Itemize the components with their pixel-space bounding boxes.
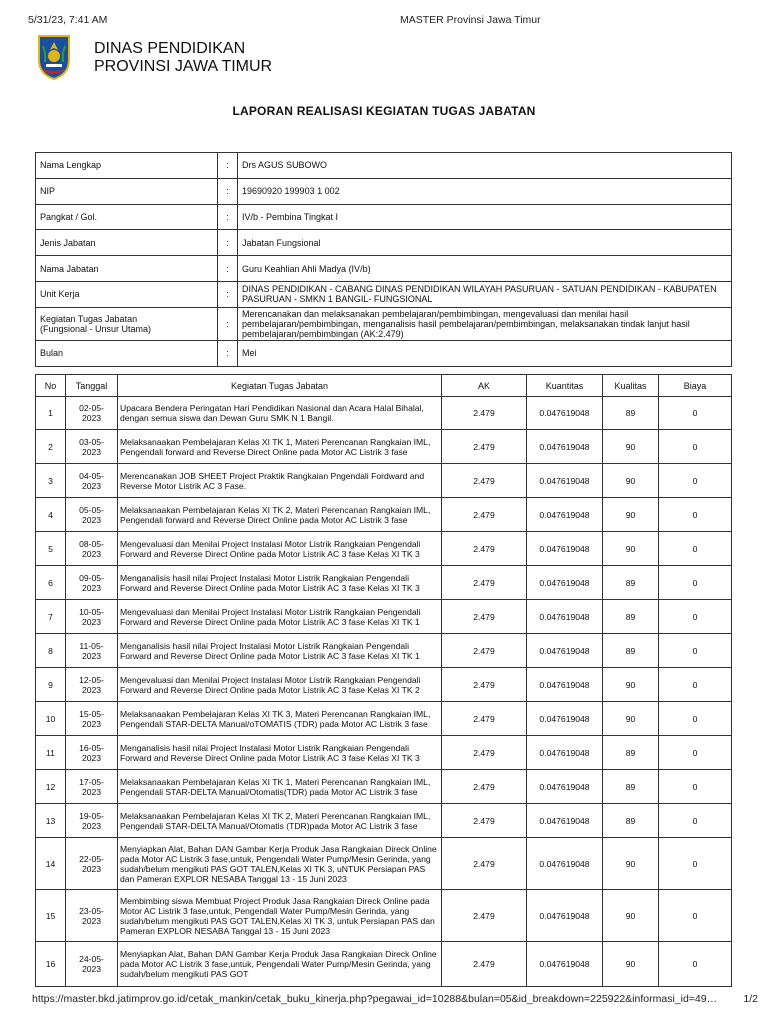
info-separator: : — [218, 307, 238, 340]
info-value: DINAS PENDIDIKAN - CABANG DINAS PENDIDIKAN WILAYAH PASURUAN - SATUAN PENDIDIKAN - KABUPATEN PASURUAN - SMKN 1 BANGIL- FUNGSIONAL — [238, 281, 732, 307]
cell-no: 16 — [36, 942, 66, 987]
cell-tanggal: 12-05- 2023 — [66, 668, 118, 702]
print-title: MASTER Provinsi Jawa Timur — [400, 14, 541, 26]
info-row — [36, 230, 732, 256]
cell-ak: 2.479 — [442, 464, 527, 498]
info-separator: : — [218, 230, 238, 256]
cell-biaya: 0 — [659, 566, 732, 600]
info-value: IV/b - Pembina Tingkat I — [238, 204, 732, 230]
activity-table-header — [36, 375, 732, 397]
cell-biaya: 0 — [659, 464, 732, 498]
cell-kegiatan: Menganalisis hasil nilai Project Instalasi Motor Listrik Rangkaian Pengendali Forward and Reverse Direct Online pada Motor Listrik AC 3 fase Kelas XI TK 3 — [118, 736, 442, 770]
cell-kegiatan: Menyiapkan Alat, Bahan DAN Gambar Kerja Produk Jasa Rangkaian Direck Online pada Motor AC Listrik 3 fase,untuk, Pengendali Water Pump/Mesin Gerinda, yang sudah/belum mengikuti PAS GOT — [118, 942, 442, 987]
column-header: Biaya — [659, 375, 732, 397]
table-row — [36, 838, 732, 890]
cell-kualitas: 89 — [603, 600, 659, 634]
cell-tanggal: 19-05- 2023 — [66, 804, 118, 838]
cell-no: 12 — [36, 770, 66, 804]
print-datetime: 5/31/23, 7:41 AM — [28, 14, 108, 26]
print-footer — [32, 993, 758, 1007]
cell-biaya: 0 — [659, 702, 732, 736]
cell-kualitas: 90 — [603, 668, 659, 702]
cell-ak: 2.479 — [442, 634, 527, 668]
cell-no: 1 — [36, 397, 66, 430]
cell-ak: 2.479 — [442, 942, 527, 987]
column-header: Tanggal — [66, 375, 118, 397]
cell-biaya: 0 — [659, 770, 732, 804]
cell-biaya: 0 — [659, 890, 732, 942]
info-label: Kegiatan Tugas Jabatan (Fungsional - Unsur Utama) — [36, 307, 218, 340]
cell-biaya: 0 — [659, 668, 732, 702]
column-header: Kuantitas — [527, 375, 603, 397]
cell-tanggal: 15-05- 2023 — [66, 702, 118, 736]
info-row — [36, 204, 732, 230]
page-number: 1/2 — [743, 993, 758, 1005]
info-label: Nama Jabatan — [36, 256, 218, 282]
cell-no: 9 — [36, 668, 66, 702]
cell-no: 14 — [36, 838, 66, 890]
cell-kegiatan: Melaksanaakan Pembelajaran Kelas XI TK 1, Materi Perencanan Rangkaian IML, Pengendali forward and Reverse Direct Online pada Motor AC Listrik 3 fase — [118, 430, 442, 464]
table-row — [36, 804, 732, 838]
info-row — [36, 307, 732, 340]
cell-kualitas: 89 — [603, 397, 659, 430]
cell-kegiatan: Mengevaluasi dan Menilai Project Instalasi Motor Listrik Rangkaian Pengendali Forward and Reverse Direct Online pada Motor Listrik AC 3 fase Kelas XI TK 1 — [118, 600, 442, 634]
cell-kualitas: 90 — [603, 838, 659, 890]
cell-biaya: 0 — [659, 634, 732, 668]
table-row — [36, 532, 732, 566]
cell-ak: 2.479 — [442, 890, 527, 942]
cell-tanggal: 04-05- 2023 — [66, 464, 118, 498]
cell-kegiatan: Menyiapkan Alat, Bahan DAN Gambar Kerja Produk Jasa Rangkaian Direck Online pada Motor AC Listrik 3 fase,untuk, Pengendali Water Pump/Mesin Gerinda, yang sudah/belum mengikuti PAS GOT TALEN,Kelas XI TK 3, uNTUK Persiapan PAS dan Pameran EXPLOR NESABA Tanggal 13 - 15 Juni 2023 — [118, 838, 442, 890]
cell-biaya: 0 — [659, 397, 732, 430]
cell-ak: 2.479 — [442, 838, 527, 890]
cell-ak: 2.479 — [442, 566, 527, 600]
cell-kualitas: 90 — [603, 890, 659, 942]
cell-tanggal: 09-05- 2023 — [66, 566, 118, 600]
cell-biaya: 0 — [659, 600, 732, 634]
org-name-line1: DINAS PENDIDIKAN — [94, 40, 246, 57]
cell-ak: 2.479 — [442, 702, 527, 736]
info-label: Bulan — [36, 340, 218, 366]
cell-kualitas: 90 — [603, 498, 659, 532]
org-name — [94, 40, 272, 76]
cell-tanggal: 10-05- 2023 — [66, 600, 118, 634]
column-header: AK — [442, 375, 527, 397]
cell-no: 10 — [36, 702, 66, 736]
cell-kuantitas: 0.047619048 — [527, 464, 603, 498]
cell-kualitas: 89 — [603, 770, 659, 804]
cell-kuantitas: 0.047619048 — [527, 566, 603, 600]
cell-kegiatan: Melaksanaakan Pembelajaran Kelas XI TK 1, Materi Perencanan Rangkaian IML, Pengendali STAR-DELTA Manual/Otomatis(TDR) pada Motor AC Listrik 3 fase — [118, 770, 442, 804]
cell-tanggal: 02-05- 2023 — [66, 397, 118, 430]
cell-kuantitas: 0.047619048 — [527, 942, 603, 987]
table-row — [36, 942, 732, 987]
cell-kuantitas: 0.047619048 — [527, 770, 603, 804]
cell-kualitas: 89 — [603, 736, 659, 770]
cell-biaya: 0 — [659, 430, 732, 464]
org-name-line2: PROVINSI JAWA TIMUR — [94, 58, 273, 75]
cell-tanggal: 23-05- 2023 — [66, 890, 118, 942]
cell-kuantitas: 0.047619048 — [527, 736, 603, 770]
table-row — [36, 890, 732, 942]
cell-kualitas: 89 — [603, 634, 659, 668]
info-separator: : — [218, 340, 238, 366]
cell-kuantitas: 0.047619048 — [527, 838, 603, 890]
cell-ak: 2.479 — [442, 532, 527, 566]
cell-ak: 2.479 — [442, 397, 527, 430]
cell-biaya: 0 — [659, 804, 732, 838]
cell-ak: 2.479 — [442, 770, 527, 804]
cell-kuantitas: 0.047619048 — [527, 702, 603, 736]
cell-no: 11 — [36, 736, 66, 770]
cell-kegiatan: Mengevaluasi dan Menilai Project Instalasi Motor Listrik Rangkaian Pengendali Forward and Reverse Direct Online pada Motor Listrik AC 3 fase Kelas XI TK 3 — [118, 532, 442, 566]
table-row — [36, 634, 732, 668]
table-row — [36, 702, 732, 736]
cell-kegiatan: Merencanakan JOB SHEET Project Praktik Rangkaian Pngendali Fordward and Reverse Motor Listrik AC 3 Fase. — [118, 464, 442, 498]
info-row — [36, 340, 732, 366]
info-value: Jabatan Fungsional — [238, 230, 732, 256]
cell-kegiatan: Melaksanaakan Pembelajaran Kelas XI TK 2, Materi Perencanan Rangkaian IML, Pengendali STAR-DELTA Manual/Otomatis (TDR)pada Motor AC Listrik 3 fase — [118, 804, 442, 838]
info-label: NIP — [36, 178, 218, 204]
table-row — [36, 464, 732, 498]
cell-kegiatan: Melaksanaakan Pembelajaran Kelas XI TK 3, Materi Perencanan Rangkaian IML, Pengendali STAR-DELTA Manual/oTOMATIS (TDR) pada Motor AC Listrik 3 fase — [118, 702, 442, 736]
cell-kegiatan: Melaksanaakan Pembelajaran Kelas XI TK 2, Materi Perencanan Rangkaian IML, Pengendali forward and Reverse Direct Online pada Motor AC Listrik 3 fase — [118, 498, 442, 532]
cell-biaya: 0 — [659, 736, 732, 770]
info-separator: : — [218, 178, 238, 204]
cell-ak: 2.479 — [442, 668, 527, 702]
table-row — [36, 430, 732, 464]
table-row — [36, 770, 732, 804]
cell-kegiatan: Menganalisis hasil nilai Project Instalasi Motor Listrik Rangkaian Pengendali Forward and Reverse Direct Online pada Motor Listrik AC 3 fase Kelas XI TK 3 — [118, 566, 442, 600]
employee-info-table — [35, 152, 732, 367]
table-row — [36, 736, 732, 770]
cell-kualitas: 90 — [603, 532, 659, 566]
info-row — [36, 281, 732, 307]
cell-kuantitas: 0.047619048 — [527, 804, 603, 838]
cell-no: 3 — [36, 464, 66, 498]
cell-ak: 2.479 — [442, 600, 527, 634]
info-value: Guru Keahlian Ahli Madya (IV/b) — [238, 256, 732, 282]
info-value: 19690920 199903 1 002 — [238, 178, 732, 204]
cell-kuantitas: 0.047619048 — [527, 430, 603, 464]
info-row — [36, 178, 732, 204]
info-row — [36, 256, 732, 282]
cell-tanggal: 24-05- 2023 — [66, 942, 118, 987]
jatim-emblem-icon — [36, 34, 72, 80]
cell-tanggal: 22-05- 2023 — [66, 838, 118, 890]
page-url: https://master.bkd.jatimprov.go.id/cetak_mankin/cetak_buku_kinerja.php?pegawai_id=10288&bulan=05&id_breakdown=225922&informasi_id=49… — [32, 993, 718, 1005]
cell-kualitas: 90 — [603, 702, 659, 736]
cell-no: 13 — [36, 804, 66, 838]
column-header: Kualitas — [603, 375, 659, 397]
info-value: Mei — [238, 340, 732, 366]
cell-tanggal: 03-05- 2023 — [66, 430, 118, 464]
cell-tanggal: 16-05- 2023 — [66, 736, 118, 770]
info-label: Nama Lengkap — [36, 153, 218, 179]
cell-ak: 2.479 — [442, 430, 527, 464]
cell-biaya: 0 — [659, 532, 732, 566]
cell-kegiatan: Menganalisis hasil nilai Project Instalasi Motor Listrik Rangkaian Pengendali Forward and Reverse Direct Online pada Motor Listrik AC 3 fase Kelas XI TK 1 — [118, 634, 442, 668]
table-row — [36, 566, 732, 600]
info-separator: : — [218, 153, 238, 179]
cell-kegiatan: Mengevaluasi dan Menilai Project Instalasi Motor Listrik Rangkaian Pengendali Forward and Reverse Direct Online pada Motor Listrik AC 3 fase Kelas XI TK 2 — [118, 668, 442, 702]
cell-kuantitas: 0.047619048 — [527, 634, 603, 668]
cell-kuantitas: 0.047619048 — [527, 890, 603, 942]
cell-tanggal: 17-05- 2023 — [66, 770, 118, 804]
cell-ak: 2.479 — [442, 498, 527, 532]
info-separator: : — [218, 256, 238, 282]
cell-kuantitas: 0.047619048 — [527, 532, 603, 566]
cell-kualitas: 90 — [603, 942, 659, 987]
cell-kualitas: 89 — [603, 566, 659, 600]
print-header — [28, 14, 752, 28]
cell-no: 4 — [36, 498, 66, 532]
cell-kuantitas: 0.047619048 — [527, 498, 603, 532]
activity-table — [35, 374, 732, 987]
cell-tanggal: 11-05- 2023 — [66, 634, 118, 668]
cell-kualitas: 90 — [603, 430, 659, 464]
info-separator: : — [218, 281, 238, 307]
cell-biaya: 0 — [659, 498, 732, 532]
cell-no: 5 — [36, 532, 66, 566]
cell-kuantitas: 0.047619048 — [527, 600, 603, 634]
info-separator: : — [218, 204, 238, 230]
info-label: Unit Kerja — [36, 281, 218, 307]
info-label: Jenis Jabatan — [36, 230, 218, 256]
info-row — [36, 153, 732, 179]
table-row — [36, 498, 732, 532]
column-header: No — [36, 375, 66, 397]
cell-tanggal: 05-05- 2023 — [66, 498, 118, 532]
cell-no: 6 — [36, 566, 66, 600]
cell-ak: 2.479 — [442, 804, 527, 838]
cell-kuantitas: 0.047619048 — [527, 397, 603, 430]
cell-biaya: 0 — [659, 838, 732, 890]
cell-no: 15 — [36, 890, 66, 942]
cell-kegiatan: Upacara Bendera Peringatan Hari Pendidikan Nasional dan Acara Halal Bihalal, dengan semua siswa dan Dewan Guru SMK N 1 Bangil. — [118, 397, 442, 430]
table-row — [36, 600, 732, 634]
cell-kualitas: 90 — [603, 464, 659, 498]
cell-no: 2 — [36, 430, 66, 464]
cell-kualitas: 89 — [603, 804, 659, 838]
column-header: Kegiatan Tugas Jabatan — [118, 375, 442, 397]
cell-kegiatan: Membimbing siswa Membuat Project Produk Jasa Rangkaian Direck Online pada Motor AC Listrik 3 fase,untuk, Pengendali Water Pump/Mesin Gerinda, yang sudah/belum mengikuti PAS GOT TALEN,Kelas XI TK 3, untuk Persiapan PAS dan Pameran EXPLOR NESABA Tanggal 13 - 15 Juni 2023 — [118, 890, 442, 942]
table-row — [36, 397, 732, 430]
info-value: Drs AGUS SUBOWO — [238, 153, 732, 179]
cell-biaya: 0 — [659, 942, 732, 987]
cell-ak: 2.479 — [442, 736, 527, 770]
info-value: Merencanakan dan melaksanakan pembelajaran/pembimbingan, mengevaluasi dan menilai hasil pembelajaran/pembimbingan, menganalisis hasil pembelajaran/pembimbingan, melaksanakan tindak lanjut hasil pembelajaran/pembimbingan (AK:2.479) — [238, 307, 732, 340]
cell-tanggal: 08-05- 2023 — [66, 532, 118, 566]
cell-kuantitas: 0.047619048 — [527, 668, 603, 702]
cell-no: 8 — [36, 634, 66, 668]
report-title: LAPORAN REALISASI KEGIATAN TUGAS JABATAN — [232, 104, 536, 118]
table-row — [36, 668, 732, 702]
cell-no: 7 — [36, 600, 66, 634]
info-label: Pangkat / Gol. — [36, 204, 218, 230]
